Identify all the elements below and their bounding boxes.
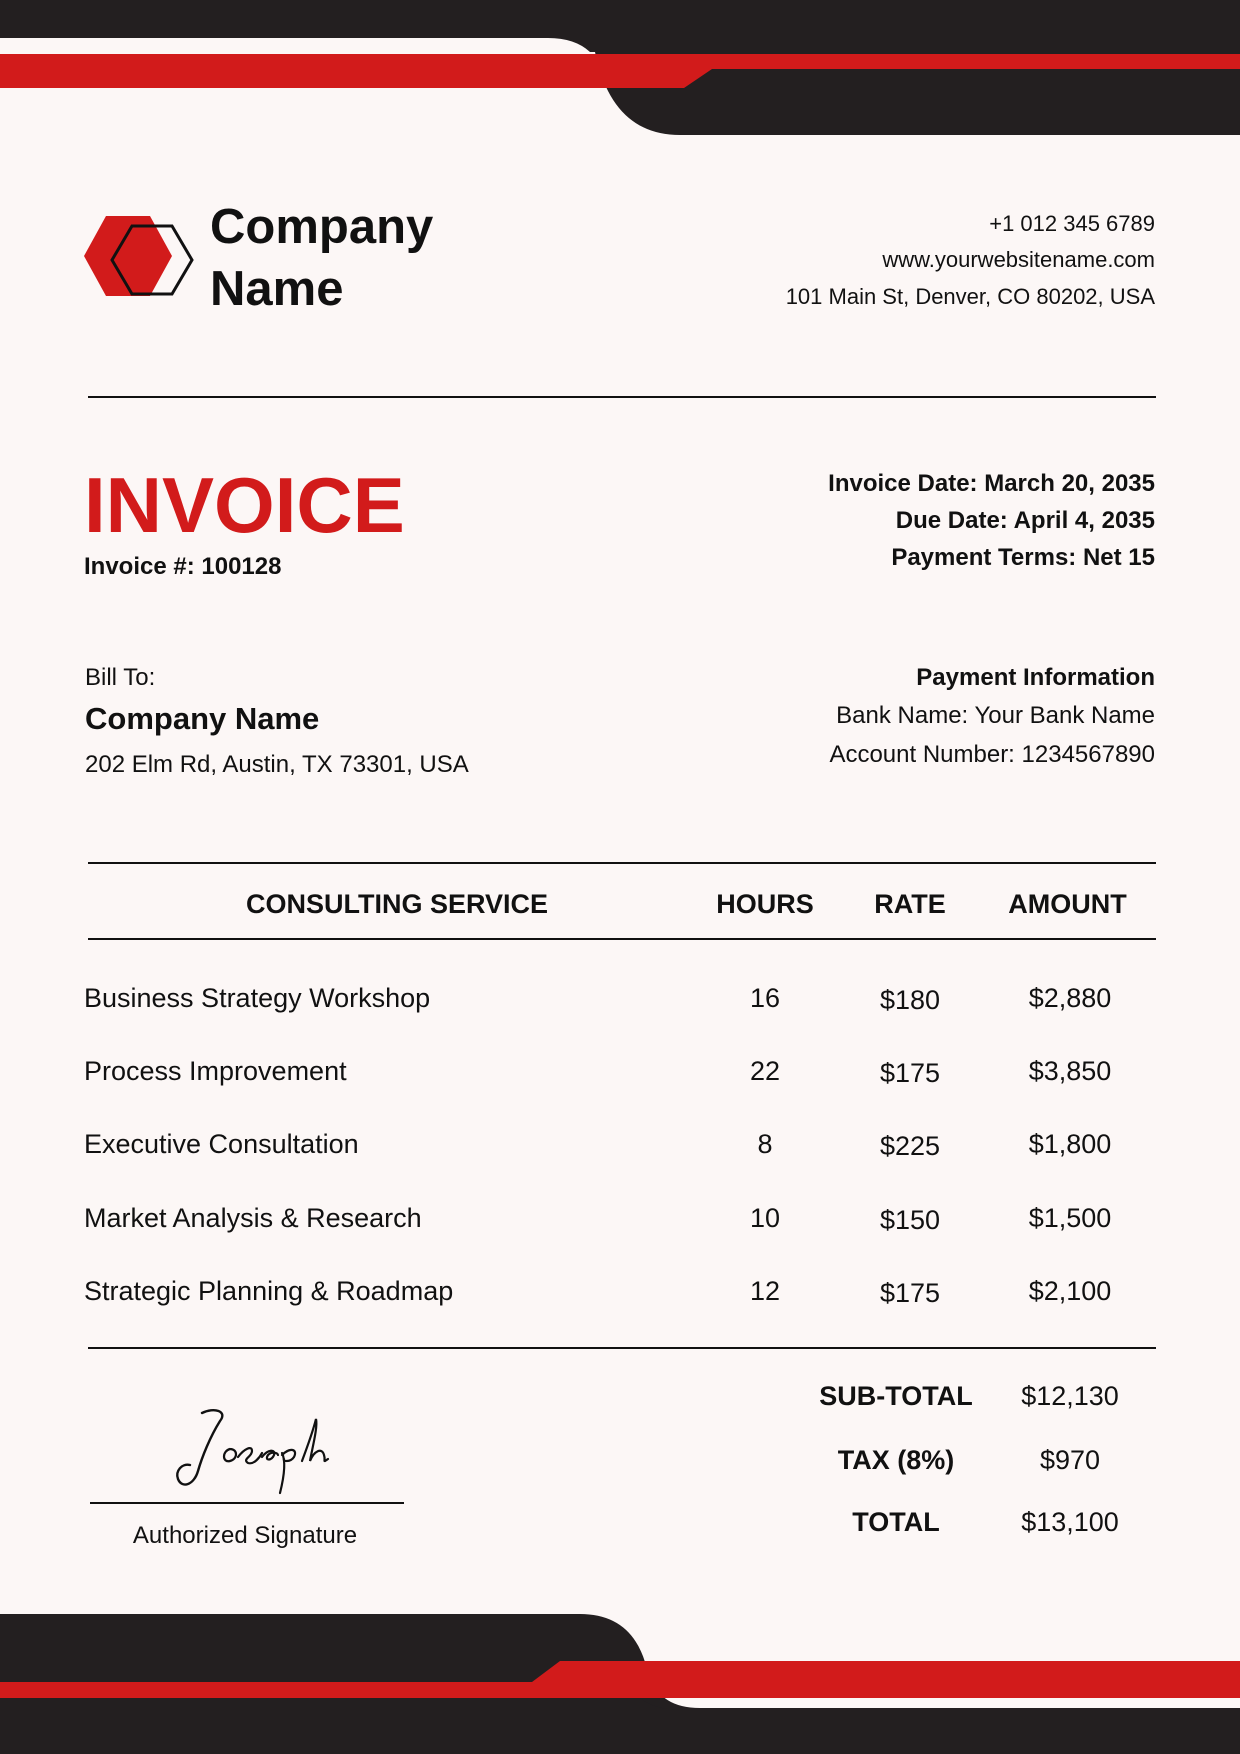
top-decoration xyxy=(0,0,1240,140)
header-divider xyxy=(88,396,1156,398)
invoice-title: INVOICE xyxy=(84,461,405,549)
rate-cell: $225 xyxy=(879,1131,941,1161)
amount-cell: $1,800 xyxy=(1028,1129,1112,1159)
payment-terms: Payment Terms: Net 15 xyxy=(891,544,1155,571)
hours-cell: 10 xyxy=(749,1203,781,1233)
hexagon-logo-icon xyxy=(82,212,194,308)
account-number: Account Number: 1234567890 xyxy=(829,741,1155,768)
bank-name: Bank Name: Your Bank Name xyxy=(836,702,1155,729)
subtotal-label: SUB-TOTAL xyxy=(819,1381,973,1411)
table-top-rule xyxy=(88,862,1156,864)
hours-cell: 12 xyxy=(749,1276,781,1306)
service-cell: Market Analysis & Research xyxy=(84,1203,422,1233)
bill-to-address: 202 Elm Rd, Austin, TX 73301, USA xyxy=(85,751,469,778)
payment-info-title: Payment Information xyxy=(916,664,1155,691)
signature-line xyxy=(90,1502,404,1504)
invoice-number: Invoice #: 100128 xyxy=(84,553,282,580)
amount-cell: $2,100 xyxy=(1028,1276,1112,1306)
column-header-hours: HOURS xyxy=(716,889,814,919)
company-website: www.yourwebsitename.com xyxy=(882,247,1155,272)
company-phone: +1 012 345 6789 xyxy=(989,211,1155,236)
invoice-date: Invoice Date: March 20, 2035 xyxy=(828,470,1155,497)
rate-cell: $175 xyxy=(879,1058,941,1088)
bottom-decoration xyxy=(0,1600,1240,1754)
company-address: 101 Main St, Denver, CO 80202, USA xyxy=(785,284,1155,309)
due-date: Due Date: April 4, 2035 xyxy=(895,507,1155,534)
amount-cell: $3,850 xyxy=(1028,1056,1112,1086)
total-label: TOTAL xyxy=(852,1507,940,1537)
tax-label: TAX (8%) xyxy=(837,1445,955,1475)
hours-cell: 16 xyxy=(749,983,781,1013)
hours-cell: 8 xyxy=(757,1129,773,1159)
total-value: $13,100 xyxy=(1021,1507,1119,1537)
rate-cell: $150 xyxy=(879,1205,941,1235)
bill-to-name: Company Name xyxy=(85,701,320,736)
service-cell: Business Strategy Workshop xyxy=(84,983,431,1013)
signature-label: Authorized Signature xyxy=(132,1522,358,1549)
amount-cell: $1,500 xyxy=(1028,1203,1112,1233)
column-header-amount: AMOUNT xyxy=(1008,889,1127,919)
service-cell: Process Improvement xyxy=(84,1056,347,1086)
hours-cell: 22 xyxy=(749,1056,781,1086)
company-name: Company Name xyxy=(210,200,434,316)
table-header-rule xyxy=(88,938,1156,940)
amount-cell: $2,880 xyxy=(1028,983,1112,1013)
table-bottom-rule xyxy=(88,1347,1156,1349)
rate-cell: $175 xyxy=(879,1278,941,1308)
rate-cell: $180 xyxy=(879,985,941,1015)
column-header-service: CONSULTING SERVICE xyxy=(245,889,549,919)
tax-value: $970 xyxy=(1039,1445,1101,1475)
service-cell: Executive Consultation xyxy=(84,1129,359,1159)
service-cell: Strategic Planning & Roadmap xyxy=(84,1276,454,1306)
signature-image xyxy=(172,1405,332,1497)
bill-to-label: Bill To: xyxy=(85,664,156,691)
column-header-rate: RATE xyxy=(874,889,946,919)
subtotal-value: $12,130 xyxy=(1021,1381,1119,1411)
